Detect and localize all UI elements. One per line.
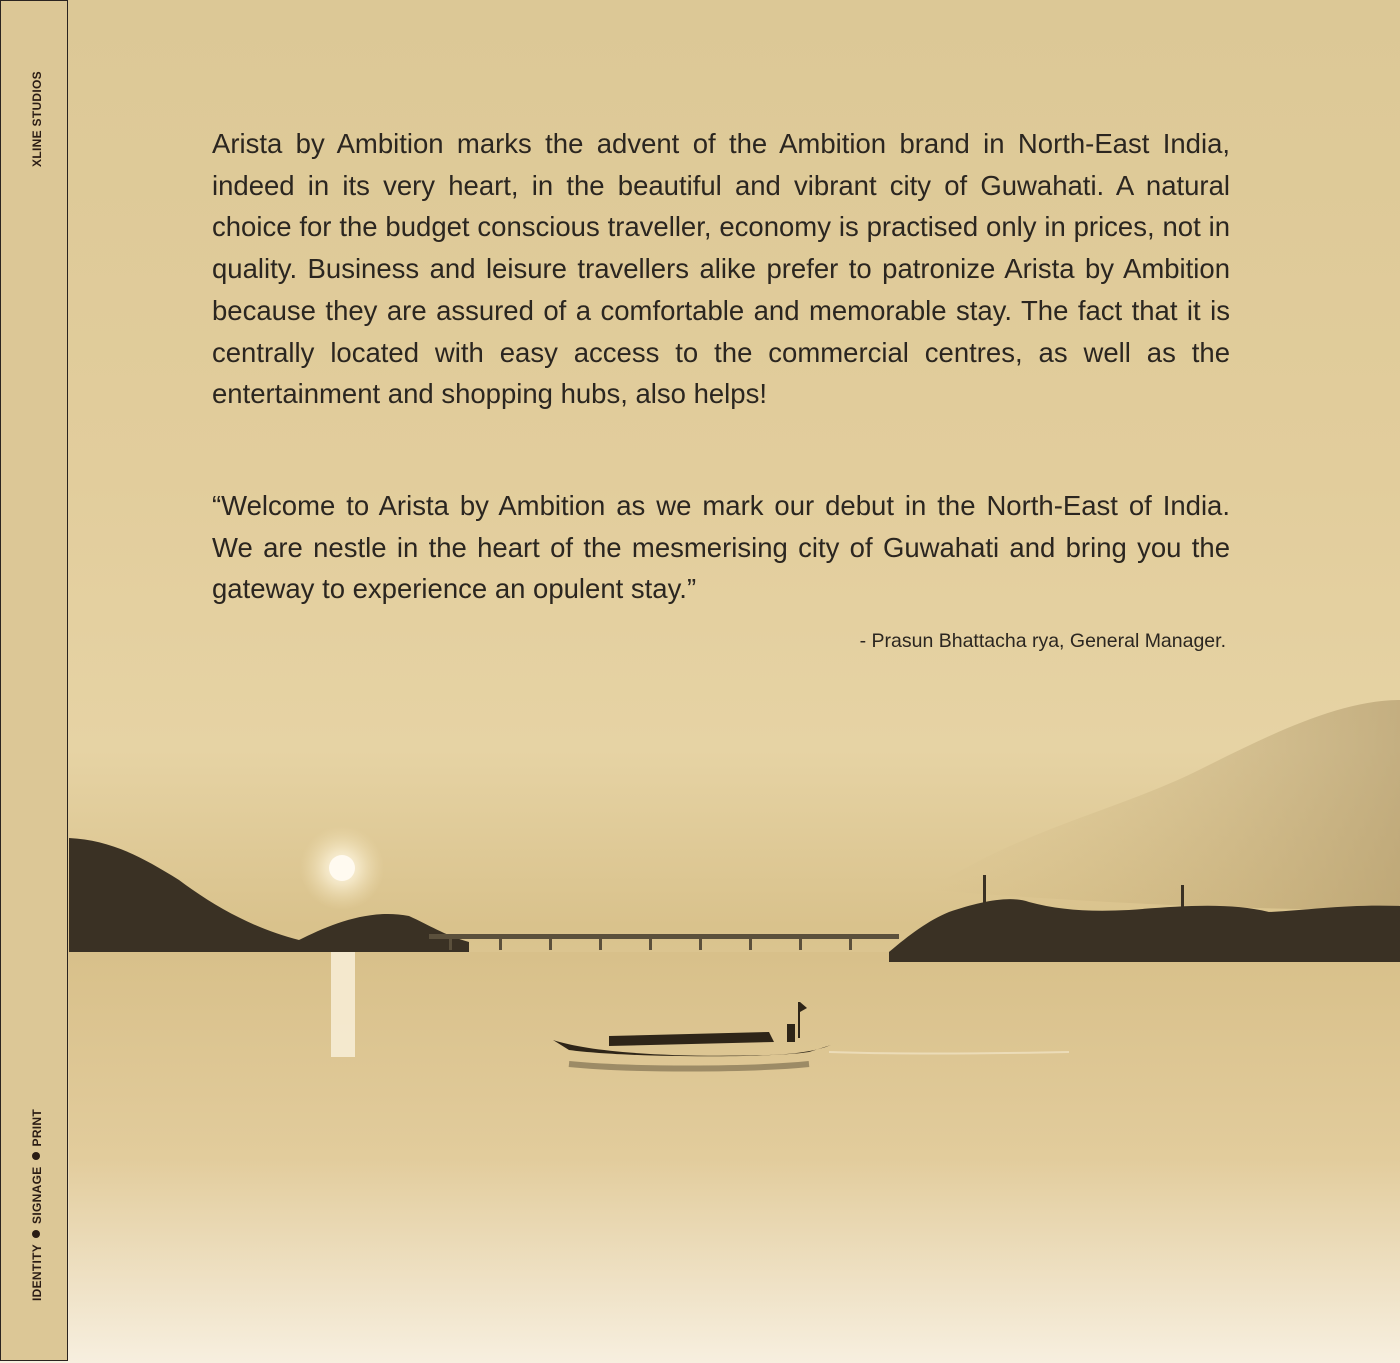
studio-name: XLINE STUDIOS (30, 71, 44, 167)
services-list (30, 1109, 44, 1301)
book-spine (0, 0, 68, 1361)
river-sunset-image (69, 680, 1400, 1363)
text-block (212, 123, 1230, 653)
cloud-shape (929, 700, 1400, 910)
quote-attribution: - Prasun Bhattacha rya, General Manager. (859, 630, 1226, 653)
bullet-icon (32, 1230, 40, 1238)
service-print: PRINT (30, 1108, 44, 1147)
manager-quote: “Welcome to Arista by Ambition as we mark our debut in the North-East of India. We are nestle in the heart of the mesmerising city of Guwahati and bring you the gateway to experience an opulent stay.” (212, 489, 1230, 605)
right-hills (889, 899, 1400, 962)
service-signage: SIGNAGE (30, 1166, 44, 1224)
intro-paragraph: Arista by Ambition marks the advent of the Ambition brand in North-East India, indeed in its very heart, in the beautiful and vibrant city of Guwahati. A natural choice for the budget conscious traveller, economy is practised only in prices, not in quality. Business and leisure travellers alike prefer to patronize Arista by Ambition because they are assured of a comfortable and memorable stay. The fact that it is centrally located with easy access to the commercial centres, as well as the entertainment and shopping hubs, also helps! (212, 128, 1230, 410)
bullet-icon (32, 1152, 40, 1160)
service-identity: IDENTITY (30, 1243, 44, 1302)
left-hill (69, 838, 469, 952)
